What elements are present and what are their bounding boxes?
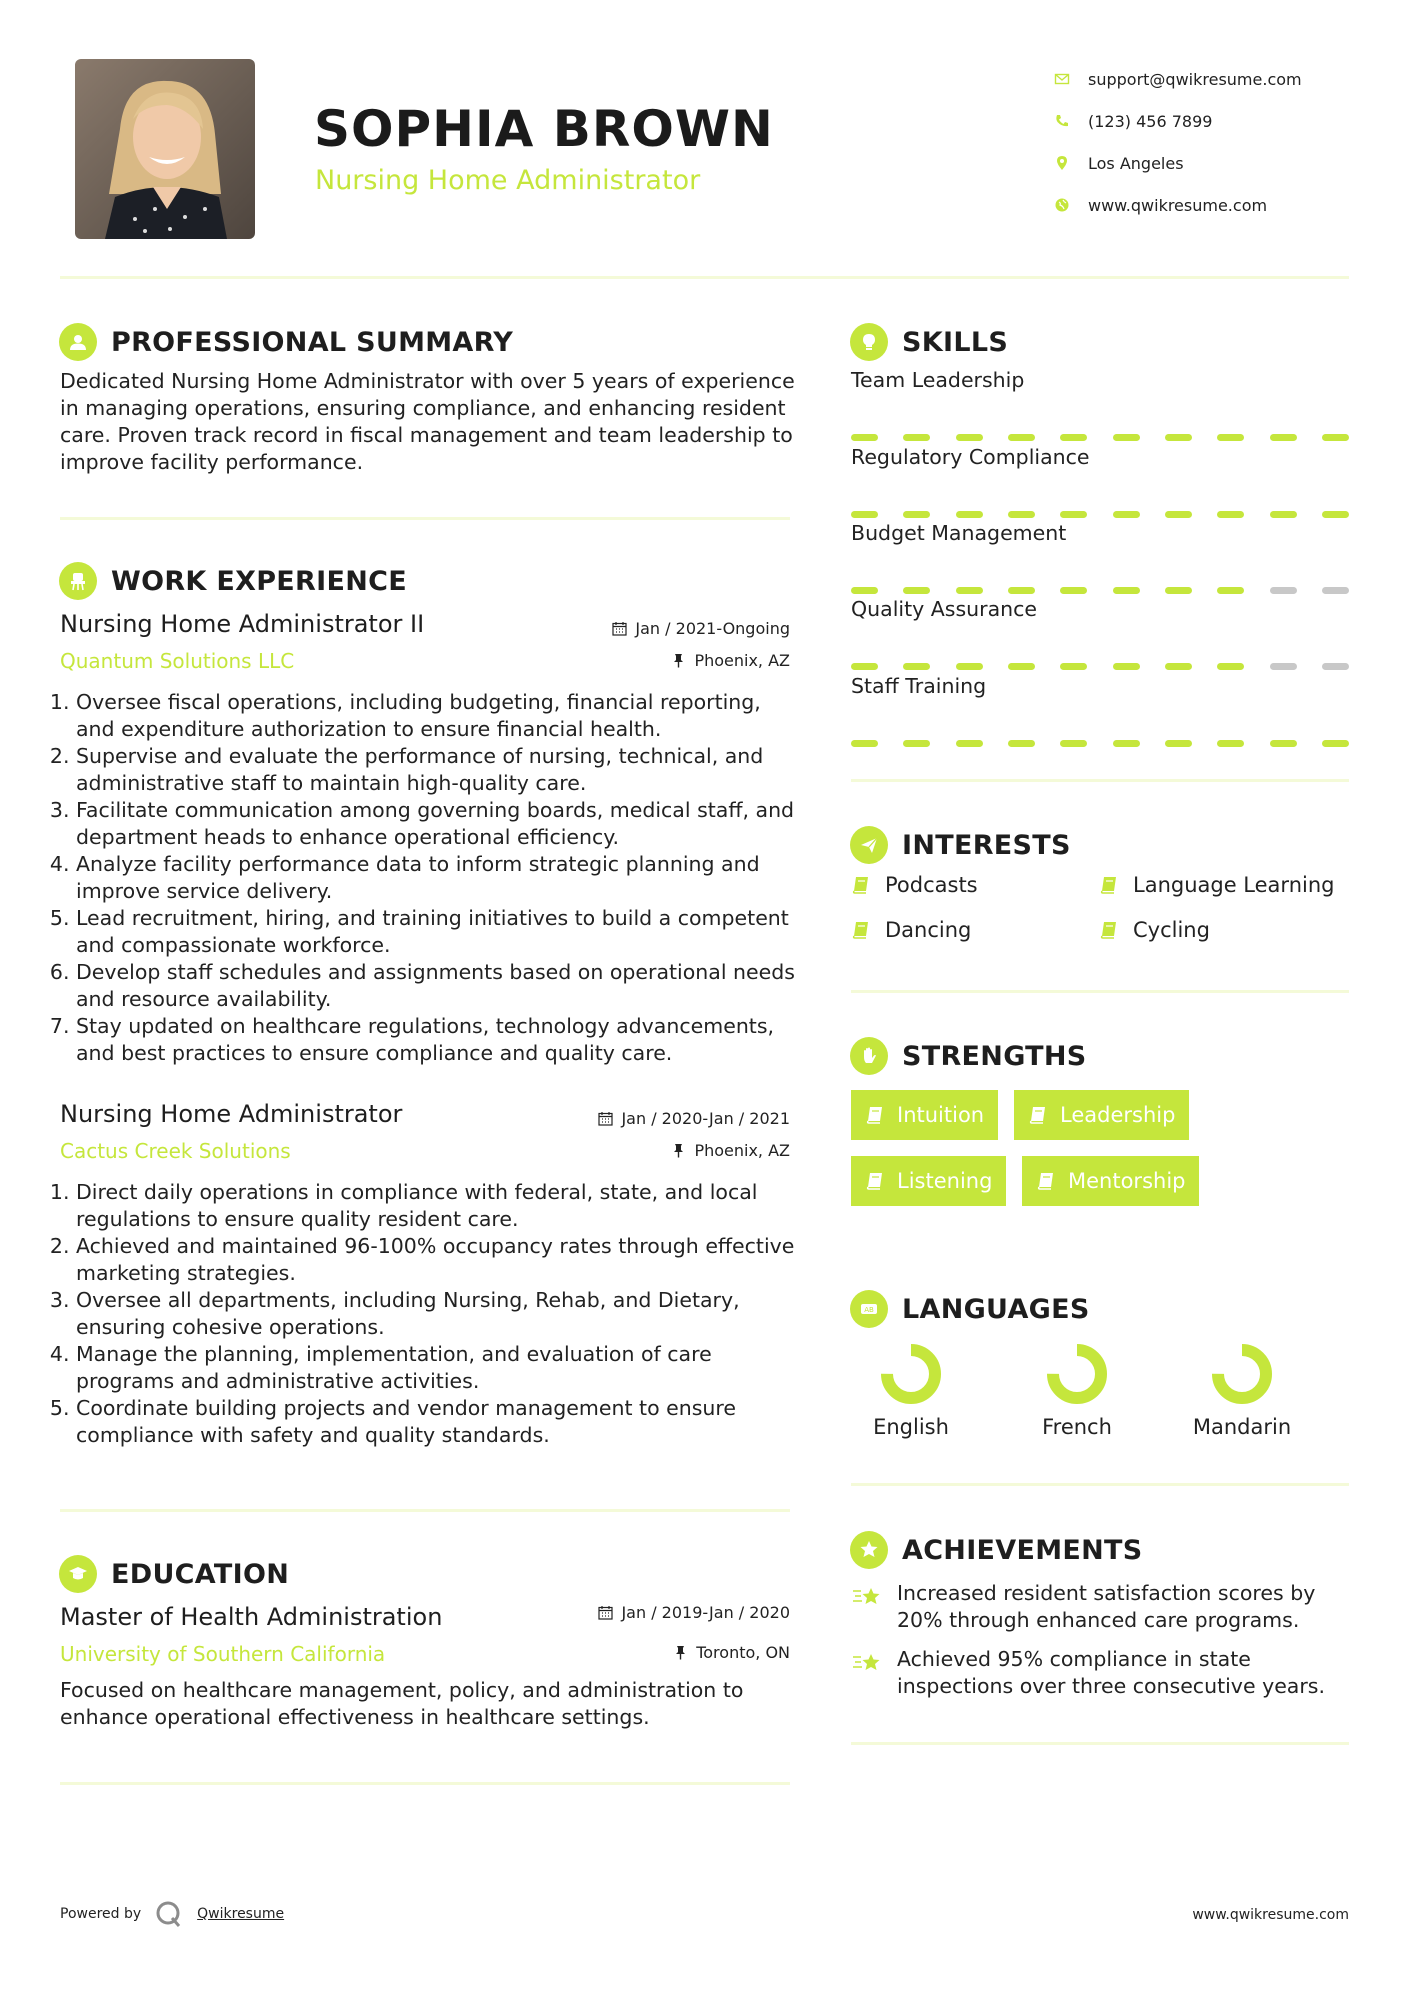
strength-label: Leadership: [1060, 1103, 1176, 1127]
list-item: 3. Oversee all departments, including Nursing, Rehab, and Dietary, ensuring cohesive operations.: [76, 1287, 798, 1341]
rating-dot-filled: [1165, 587, 1192, 594]
strength-tag: [1022, 1156, 1199, 1206]
rating-dot-filled: [1060, 434, 1087, 441]
list-item: 2. Achieved and maintained 96-100% occupancy rates through effective marketing strategies.: [76, 1233, 798, 1287]
achievements-divider: [851, 1742, 1349, 1745]
rating-dot-filled: [903, 587, 930, 594]
skill-name: Quality Assurance: [851, 597, 1038, 621]
list-item: 6. Develop staff schedules and assignments based on operational needs and resource availability.: [76, 959, 798, 1013]
skill-item: [851, 674, 1349, 747]
interest-item: [1099, 873, 1334, 897]
map-pin-icon: [1050, 155, 1082, 171]
strength-tag: [1014, 1090, 1189, 1140]
rating-dot-filled: [1270, 740, 1297, 747]
lightbulb-icon: [850, 323, 888, 361]
rating-dot-filled: [1113, 587, 1140, 594]
skill-name: Team Leadership: [851, 368, 1025, 392]
list-item: 1. Direct daily operations in compliance with federal, state, and local regulations to ensure quality resident care.: [76, 1179, 798, 1233]
rating-dot-filled: [903, 663, 930, 670]
contact-location-text: Los Angeles: [1088, 153, 1184, 173]
translate-icon: [850, 1290, 888, 1328]
skill-name: Staff Training: [851, 674, 987, 698]
rating-dot-filled: [956, 587, 983, 594]
language-progress-ring: [1211, 1343, 1273, 1405]
rating-dot-filled: [903, 511, 930, 518]
book-icon: [865, 1171, 885, 1191]
interest-item: [1099, 918, 1210, 942]
education-header: [59, 1555, 289, 1593]
education-heading: EDUCATION: [111, 1558, 290, 1590]
interests-heading: INTERESTS: [902, 829, 1071, 861]
rating-dot-filled: [1165, 511, 1192, 518]
rating-dot-filled: [1113, 663, 1140, 670]
rating-dot-filled: [1217, 587, 1244, 594]
rating-dot-filled: [1008, 511, 1035, 518]
company-name: Cactus Creek Solutions: [60, 1139, 291, 1163]
paper-plane-icon: [850, 826, 888, 864]
rating-dot-filled: [1270, 434, 1297, 441]
language-progress-ring: [1046, 1343, 1108, 1405]
job-title: Nursing Home Administrator: [60, 1100, 403, 1128]
rating-dot-filled: [1322, 434, 1349, 441]
school-name: University of Southern California: [60, 1642, 386, 1666]
header-divider: [60, 276, 1349, 279]
skill-rating: [851, 434, 1349, 441]
rating-dot-filled: [851, 740, 878, 747]
languages-divider: [851, 1483, 1349, 1486]
rating-dot-filled: [1165, 740, 1192, 747]
hand-icon: [850, 1037, 888, 1075]
footer-powered-by: [60, 1900, 284, 1928]
list-item: 3. Facilitate communication among governing boards, medical staff, and department heads to enhance operational efficiency.: [76, 797, 798, 851]
rating-dot-filled: [1113, 434, 1140, 441]
language-name: English: [873, 1415, 949, 1439]
strength-label: Intuition: [897, 1103, 985, 1127]
summary-divider: [60, 517, 790, 520]
summary-heading: PROFESSIONAL SUMMARY: [111, 326, 514, 358]
job-location-text: Phoenix, AZ: [694, 651, 790, 670]
job-location: [671, 1141, 790, 1160]
book-icon: [1099, 875, 1119, 895]
achievement-item: [851, 1580, 1351, 1634]
badge-icon: [850, 1531, 888, 1569]
contact-location: [1050, 142, 1380, 184]
envelope-icon: [1050, 71, 1082, 87]
education-location: [673, 1643, 790, 1662]
rating-dot-filled: [1165, 434, 1192, 441]
language-item: [851, 1343, 971, 1439]
pushpin-icon: [671, 653, 686, 668]
book-icon: [1028, 1105, 1048, 1125]
languages-header: [850, 1290, 1090, 1328]
rating-dot-filled: [851, 434, 878, 441]
skill-rating: [851, 663, 1349, 670]
rating-dot-filled: [1060, 587, 1087, 594]
language-name: French: [1042, 1415, 1112, 1439]
phone-icon: [1050, 113, 1082, 129]
contact-email-text: support@qwikresume.com: [1088, 69, 1302, 89]
rating-dot-filled: [851, 663, 878, 670]
education-description: Focused on healthcare management, policy, and administration to enhance operational effectiveness in healthcare settings.: [60, 1678, 744, 1729]
contact-website[interactable]: [1050, 184, 1380, 226]
book-icon: [851, 875, 871, 895]
book-icon: [1036, 1171, 1056, 1191]
strength-tag: [851, 1090, 998, 1140]
education-divider: [60, 1782, 790, 1785]
language-name: Mandarin: [1192, 1415, 1292, 1439]
achievement-text: Achieved 95% compliance in state inspections over three consecutive years.: [897, 1647, 1325, 1698]
rating-dot-filled: [851, 511, 878, 518]
list-item: 5. Lead recruitment, hiring, and training initiatives to build a competent and compassionate workforce.: [76, 905, 798, 959]
achievement-item: [851, 1646, 1351, 1700]
education-date-text: Jan / 2019-Jan / 2020: [621, 1603, 790, 1622]
summary-header: [59, 323, 513, 361]
education-date: [598, 1603, 790, 1622]
achievement-text: Increased resident satisfaction scores by 20% through enhanced care programs.: [897, 1581, 1316, 1632]
strength-tag: [851, 1156, 1006, 1206]
achievements-header: [850, 1531, 1143, 1569]
list-item: 1. Oversee fiscal operations, including budgeting, financial reporting, and expenditure authorization to ensure financial health.: [76, 689, 798, 743]
job-date-text: Jan / 2021-Ongoing: [635, 619, 790, 638]
job-responsibilities: [58, 689, 798, 1067]
education-location-text: Toronto, ON: [696, 1643, 790, 1662]
rating-dot-filled: [956, 740, 983, 747]
language-progress-ring: [880, 1343, 942, 1405]
job-location-text: Phoenix, AZ: [694, 1141, 790, 1160]
calendar-icon: [598, 1605, 613, 1620]
brand-link[interactable]: Qwikresume: [197, 1906, 285, 1922]
profile-photo: [75, 59, 255, 239]
book-icon: [851, 920, 871, 940]
rating-dot-filled: [1008, 740, 1035, 747]
summary-text: Dedicated Nursing Home Administrator with over 5 years of experience in managing operations, ensuring compliance, and enhancing resident care. Proven track record in fiscal management and team leadership to improve facility performance.: [60, 369, 795, 474]
skill-item: [851, 445, 1349, 518]
list-item: 5. Coordinate building projects and vendor management to ensure compliance with safety and quality standards.: [76, 1395, 798, 1449]
achievements-heading: ACHIEVEMENTS: [902, 1534, 1143, 1566]
rating-dot-empty: [1270, 663, 1297, 670]
rating-dot-empty: [1322, 587, 1349, 594]
job-date-text: Jan / 2020-Jan / 2021: [621, 1109, 790, 1128]
interest-label: Dancing: [885, 918, 972, 942]
language-item: [1017, 1343, 1137, 1439]
portrait-image: [75, 59, 255, 239]
job-date: [612, 619, 790, 638]
list-item: 4. Manage the planning, implementation, and evaluation of care programs and administrative activities.: [76, 1341, 798, 1395]
company-name: Quantum Solutions LLC: [60, 649, 295, 673]
interests-header: [850, 826, 1071, 864]
rating-dot-filled: [1217, 663, 1244, 670]
rating-dot-filled: [956, 434, 983, 441]
skills-heading: SKILLS: [902, 326, 1009, 358]
interest-label: Podcasts: [885, 873, 978, 897]
experience-divider: [60, 1509, 790, 1512]
rating-dot-filled: [1060, 663, 1087, 670]
contact-list: [1050, 58, 1380, 226]
rating-dot-filled: [1322, 740, 1349, 747]
svg-text:AB: AB: [864, 1306, 874, 1314]
skill-rating: [851, 587, 1349, 594]
languages-heading: LANGUAGES: [902, 1293, 1090, 1325]
job-responsibilities: [58, 1179, 798, 1449]
book-icon: [1099, 920, 1119, 940]
language-item: [1182, 1343, 1302, 1439]
interest-label: Cycling: [1133, 918, 1210, 942]
rating-dot-filled: [851, 587, 878, 594]
skill-name: Budget Management: [851, 521, 1067, 545]
skill-item: [851, 521, 1349, 594]
job-location: [671, 651, 790, 670]
user-icon: [59, 323, 97, 361]
skill-rating: [851, 511, 1349, 518]
chair-icon: [59, 562, 97, 600]
experience-heading: WORK EXPERIENCE: [111, 565, 407, 597]
rating-dot-filled: [1060, 511, 1087, 518]
powered-by-label: Powered by: [60, 1906, 142, 1922]
footer-url[interactable]: www.qwikresume.com: [1192, 1907, 1349, 1923]
contact-phone[interactable]: [1050, 100, 1380, 142]
rating-dot-filled: [1217, 434, 1244, 441]
qwikresume-logo-icon: [155, 1900, 183, 1928]
shooting-star-icon: [851, 1582, 885, 1612]
rating-dot-filled: [1322, 511, 1349, 518]
rating-dot-filled: [956, 511, 983, 518]
graduate-icon: [59, 1555, 97, 1593]
interest-item: [851, 873, 978, 897]
strength-label: Mentorship: [1068, 1169, 1186, 1193]
rating-dot-filled: [1060, 740, 1087, 747]
rating-dot-filled: [1217, 511, 1244, 518]
list-item: 4. Analyze facility performance data to inform strategic planning and improve service delivery.: [76, 851, 798, 905]
contact-email[interactable]: [1050, 58, 1380, 100]
rating-dot-filled: [1113, 511, 1140, 518]
rating-dot-filled: [956, 663, 983, 670]
skill-name: Regulatory Compliance: [851, 445, 1090, 469]
contact-website-text: www.qwikresume.com: [1088, 195, 1268, 215]
contact-phone-text: (123) 456 7899: [1088, 111, 1213, 131]
calendar-icon: [612, 621, 627, 636]
list-item: 7. Stay updated on healthcare regulations, technology advancements, and best practices to ensure compliance and quality care.: [76, 1013, 798, 1067]
rating-dot-filled: [903, 740, 930, 747]
skill-item: [851, 597, 1349, 670]
list-item: 2. Supervise and evaluate the performance of nursing, technical, and administrative staff to maintain high-quality care.: [76, 743, 798, 797]
strength-label: Listening: [897, 1169, 993, 1193]
globe-icon: [1050, 197, 1082, 213]
calendar-icon: [598, 1111, 613, 1126]
pushpin-icon: [671, 1143, 686, 1158]
rating-dot-empty: [1270, 587, 1297, 594]
rating-dot-filled: [1113, 740, 1140, 747]
rating-dot-filled: [1008, 434, 1035, 441]
book-icon: [865, 1105, 885, 1125]
rating-dot-empty: [1322, 663, 1349, 670]
job-title: Nursing Home Administrator II: [60, 610, 425, 638]
pushpin-icon: [673, 1645, 688, 1660]
skills-divider: [851, 779, 1349, 782]
rating-dot-filled: [1217, 740, 1244, 747]
experience-header: [59, 562, 407, 600]
rating-dot-filled: [1165, 663, 1192, 670]
interests-divider: [851, 990, 1349, 993]
rating-dot-filled: [903, 434, 930, 441]
candidate-name: SOPHIA BROWN: [314, 100, 774, 158]
skill-rating: [851, 740, 1349, 747]
degree-title: Master of Health Administration: [60, 1603, 443, 1631]
skills-header: [850, 323, 1008, 361]
strengths-heading: STRENGTHS: [902, 1040, 1087, 1072]
interest-item: [851, 918, 971, 942]
shooting-star-icon: [851, 1648, 885, 1678]
interest-label: Language Learning: [1133, 873, 1335, 897]
strengths-header: [850, 1037, 1087, 1075]
rating-dot-filled: [1008, 587, 1035, 594]
job-date: [598, 1109, 790, 1128]
rating-dot-filled: [1270, 511, 1297, 518]
candidate-title: Nursing Home Administrator: [315, 165, 701, 196]
skill-item: [851, 368, 1349, 441]
rating-dot-filled: [1008, 663, 1035, 670]
